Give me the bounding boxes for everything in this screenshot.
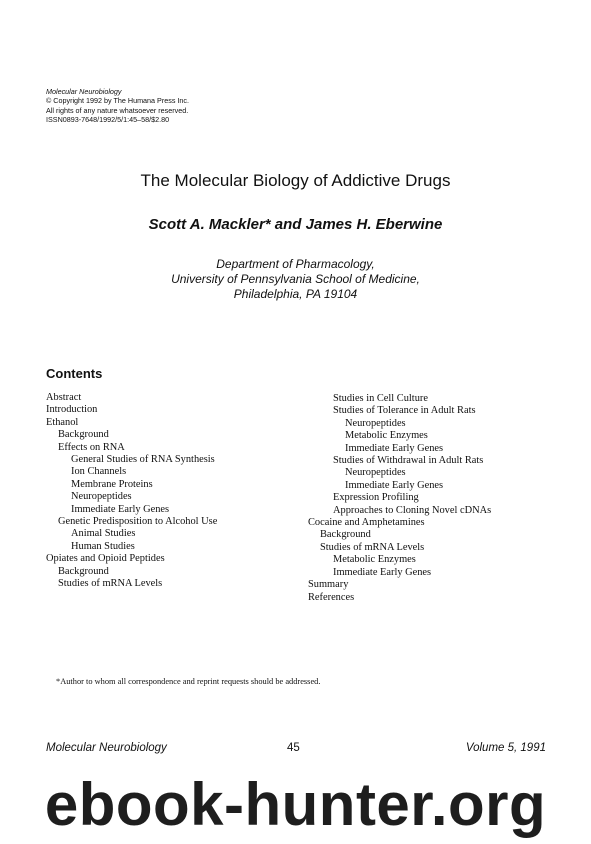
watermark: ebook-hunter.org xyxy=(44,771,547,838)
contents-entry: Background xyxy=(58,565,109,577)
article-title: The Molecular Biology of Addictive Drugs xyxy=(140,171,451,190)
contents-column-left xyxy=(46,392,217,591)
contents-entry: Studies of Withdrawal in Adult Rats xyxy=(333,455,484,467)
contents-entry: Expression Profiling xyxy=(333,492,419,504)
contents-entry: Immediate Early Genes xyxy=(345,479,444,491)
contents-entry: Studies of mRNA Levels xyxy=(58,578,163,590)
contents-entry: Background xyxy=(58,429,109,441)
contents-column-right xyxy=(308,393,491,604)
contents-entry: References xyxy=(308,591,355,603)
header-issn: ISSN0893-7648/1992/5/1:45–58/$2.80 xyxy=(46,115,170,125)
page-number: 45 xyxy=(287,742,300,754)
contents-entry: Metabolic Enzymes xyxy=(345,430,428,442)
contents-entry: Immediate Early Genes xyxy=(333,566,432,578)
contents-entry: General Studies of RNA Synthesis xyxy=(71,454,215,466)
contents-entry: Cocaine and Amphetamines xyxy=(308,517,425,529)
contents-entry: Approaches to Cloning Novel cDNAs xyxy=(333,504,492,516)
contents-entry: Animal Studies xyxy=(71,528,136,540)
article-authors: Scott A. Mackler* and James H. Eberwine xyxy=(148,216,443,233)
contents-entry: Opiates and Opioid Peptides xyxy=(46,553,165,565)
footer-journal: Molecular Neurobiology xyxy=(46,742,167,754)
contents-entry: Effects on RNA xyxy=(58,441,125,453)
author-footnote: *Author to whom all correspondence and reprint requests should be addressed. xyxy=(56,677,321,686)
contents-entry: Neuropeptides xyxy=(71,491,132,503)
contents-entry: Genetic Predisposition to Alcohol Use xyxy=(58,516,218,528)
affiliation-line: Philadelphia, PA 19104 xyxy=(233,287,358,301)
affiliation-line: University of Pennsylvania School of Medicine, xyxy=(171,272,420,286)
footer-volume: Volume 5, 1991 xyxy=(465,742,546,754)
contents-entry: Immediate Early Genes xyxy=(71,503,170,515)
header-copyright: © Copyright 1992 by The Humana Press Inc. xyxy=(46,96,189,106)
contents-entry: Membrane Proteins xyxy=(71,478,153,490)
header-journal-name: Molecular Neurobiology xyxy=(46,87,122,96)
contents-entry: Human Studies xyxy=(71,540,135,552)
author-affiliation xyxy=(0,257,591,302)
contents-entry: Studies of mRNA Levels xyxy=(320,541,425,553)
contents-entry: Immediate Early Genes xyxy=(345,442,444,454)
contents-entry: Introduction xyxy=(46,404,98,416)
contents-entry: Background xyxy=(320,529,371,541)
contents-entry: Studies of Tolerance in Adult Rats xyxy=(333,405,476,417)
contents-entry: Ethanol xyxy=(46,416,79,428)
page-footer xyxy=(46,742,546,758)
header-rights: All rights of any nature whatsoever reserved. xyxy=(46,105,189,115)
contents-entry: Ion Channels xyxy=(71,466,127,478)
contents-entry: Studies in Cell Culture xyxy=(333,393,428,404)
contents-entry: Metabolic Enzymes xyxy=(333,554,416,566)
contents-entry: Neuropeptides xyxy=(345,467,406,479)
affiliation-line: Department of Pharmacology, xyxy=(216,257,375,271)
contents-entry: Abstract xyxy=(46,392,82,403)
journal-header xyxy=(46,87,189,125)
contents-heading: Contents xyxy=(46,366,103,381)
contents-entry: Summary xyxy=(308,579,349,591)
contents-entry: Neuropeptides xyxy=(345,417,406,429)
